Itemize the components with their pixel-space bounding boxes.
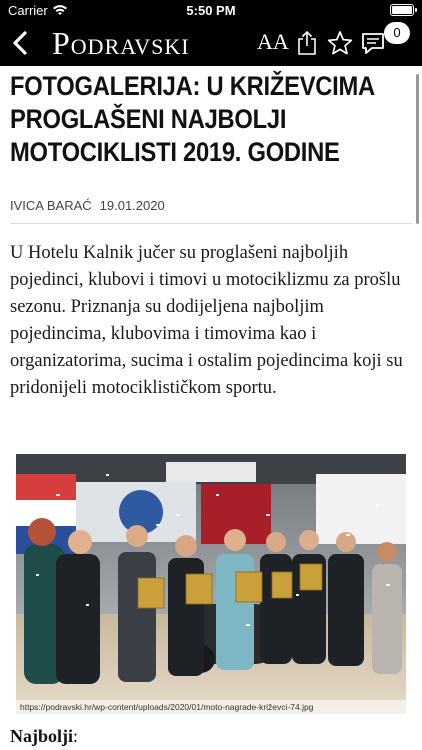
back-chevron-icon[interactable] — [8, 28, 34, 58]
status-bar — [0, 0, 422, 22]
photo-caption: https://podravski.hr/wp-content/uploads/2020/01/moto-nagrade-križevci-74.jpg — [16, 700, 406, 714]
scroll-indicator[interactable] — [416, 74, 419, 224]
photo-illustration — [16, 454, 406, 714]
text-size-button[interactable] — [257, 29, 289, 55]
article-photo[interactable] — [16, 454, 406, 714]
divider — [10, 223, 412, 224]
battery-icon — [390, 4, 414, 16]
article-byline — [10, 198, 165, 213]
subhead-colon: : — [73, 726, 79, 746]
section-subhead — [10, 726, 78, 747]
author-name[interactable]: IVICA BARAĆ — [10, 198, 92, 213]
share-icon[interactable] — [296, 30, 318, 56]
app-logo: Podravski — [52, 25, 190, 61]
carrier-label: Carrier — [8, 3, 48, 18]
subhead-label: Najbolji — [10, 726, 73, 746]
clock: 5:50 PM — [186, 3, 236, 18]
publish-date: 19.01.2020 — [99, 198, 165, 213]
star-icon[interactable] — [327, 30, 353, 56]
article — [0, 66, 422, 750]
battery-level — [392, 6, 412, 14]
navigation-bar — [0, 22, 422, 66]
comment-count-badge[interactable]: 0 — [384, 22, 410, 44]
article-lead: U Hotelu Kalnik jučer su proglašeni najboljih pojedinci, klubovi i timovi u motociklizmu za prošlu sezonu. Priznanja su dodijeljena najboljim pojedincima, klubovima i timovima kao i organizatorima, sucima i ostalim pojedincima koji su pridonijeli motociklističkom sportu. — [10, 243, 403, 398]
top-bar — [0, 0, 422, 66]
article-title: FOTOGALERIJA: U KRIŽEVCIMA PROGLAŠENI NAJBOLJI MOTOCIKLISTI 2019. GODINE — [10, 71, 375, 167]
text-size-label: AA — [257, 29, 289, 54]
